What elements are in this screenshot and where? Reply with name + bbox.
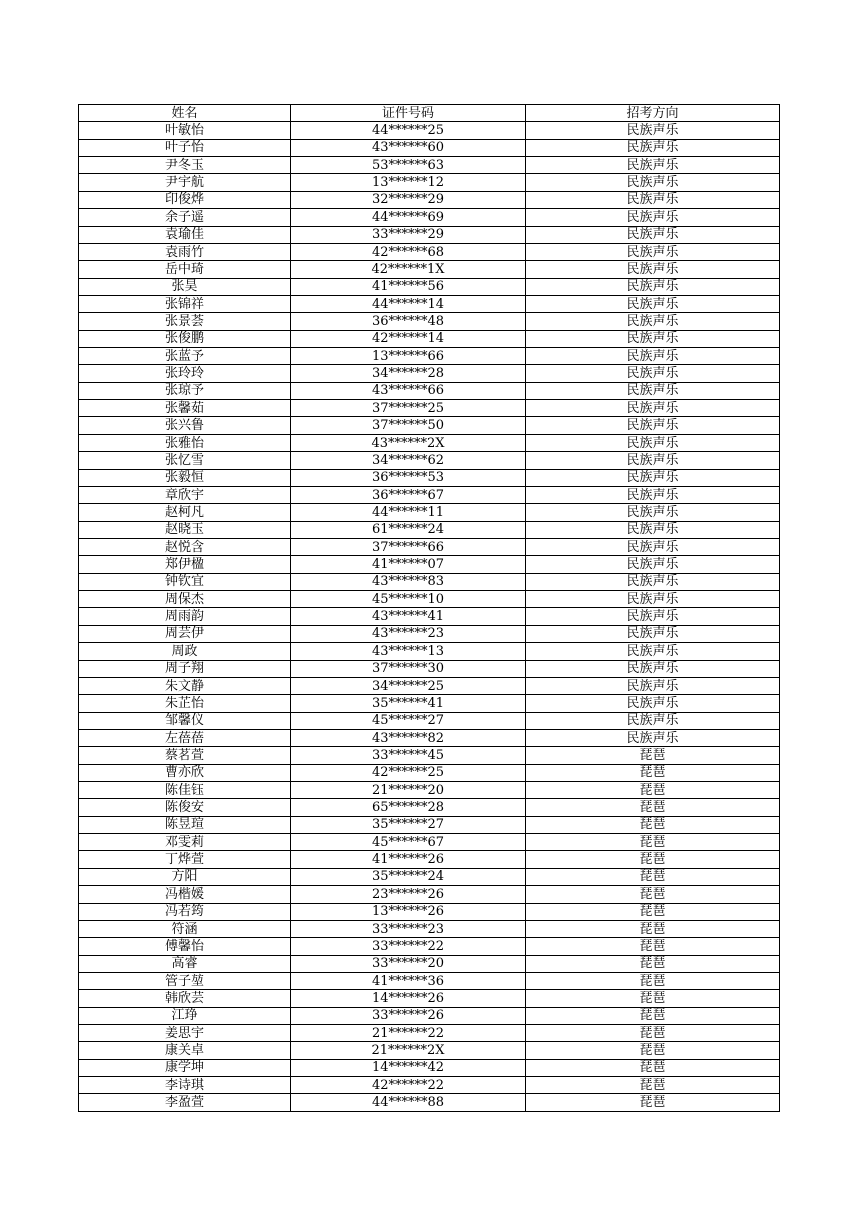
table-row — [79, 573, 780, 590]
cell-exam-direction: 民族声乐 — [526, 400, 780, 417]
table-row — [79, 643, 780, 660]
cell-id-number: 13******26 — [291, 903, 526, 920]
cell-name: 陈俊安 — [79, 799, 291, 816]
cell-name: 左蓓蓓 — [79, 729, 291, 746]
table-row — [79, 660, 780, 677]
cell-id-number: 41******36 — [291, 972, 526, 989]
cell-exam-direction: 琵琶 — [526, 1042, 780, 1059]
table-row — [79, 486, 780, 503]
cell-id-number: 33******23 — [291, 920, 526, 937]
cell-exam-direction: 民族声乐 — [526, 209, 780, 226]
cell-exam-direction: 琵琶 — [526, 886, 780, 903]
table-row — [79, 1042, 780, 1059]
cell-exam-direction: 民族声乐 — [526, 365, 780, 382]
cell-id-number: 33******29 — [291, 226, 526, 243]
cell-exam-direction: 琵琶 — [526, 851, 780, 868]
cell-exam-direction: 民族声乐 — [526, 608, 780, 625]
cell-id-number: 21******22 — [291, 1025, 526, 1042]
cell-name: 邹馨仪 — [79, 712, 291, 729]
cell-id-number: 41******07 — [291, 556, 526, 573]
cell-exam-direction: 琵琶 — [526, 972, 780, 989]
table-row — [79, 330, 780, 347]
cell-name: 朱芷怡 — [79, 695, 291, 712]
header-exam-direction: 招考方向 — [526, 105, 780, 122]
cell-id-number: 37******66 — [291, 538, 526, 555]
cell-id-number: 43******60 — [291, 139, 526, 156]
cell-id-number: 37******30 — [291, 660, 526, 677]
table-row — [79, 538, 780, 555]
cell-exam-direction: 民族声乐 — [526, 174, 780, 191]
table-row — [79, 677, 780, 694]
table-header-row — [79, 105, 780, 122]
cell-exam-direction: 民族声乐 — [526, 643, 780, 660]
cell-exam-direction: 民族声乐 — [526, 417, 780, 434]
cell-exam-direction: 民族声乐 — [526, 191, 780, 208]
cell-name: 张雅怡 — [79, 434, 291, 451]
cell-id-number: 34******62 — [291, 452, 526, 469]
cell-id-number: 34******25 — [291, 677, 526, 694]
cell-id-number: 41******56 — [291, 278, 526, 295]
cell-name: 陈昱瑄 — [79, 816, 291, 833]
cell-id-number: 43******23 — [291, 625, 526, 642]
cell-id-number: 44******11 — [291, 504, 526, 521]
table-row — [79, 920, 780, 937]
table-row — [79, 1007, 780, 1024]
cell-id-number: 42******14 — [291, 330, 526, 347]
cell-exam-direction: 琵琶 — [526, 1007, 780, 1024]
cell-id-number: 61******24 — [291, 521, 526, 538]
cell-id-number: 45******10 — [291, 591, 526, 608]
cell-exam-direction: 民族声乐 — [526, 591, 780, 608]
cell-id-number: 44******88 — [291, 1094, 526, 1111]
table-row — [79, 799, 780, 816]
cell-name: 周雨韵 — [79, 608, 291, 625]
cell-id-number: 21******20 — [291, 782, 526, 799]
cell-id-number: 36******53 — [291, 469, 526, 486]
table-row — [79, 452, 780, 469]
cell-name: 李盈萱 — [79, 1094, 291, 1111]
cell-id-number: 42******22 — [291, 1077, 526, 1094]
table-row — [79, 782, 780, 799]
table-row — [79, 747, 780, 764]
cell-name: 邓雯莉 — [79, 834, 291, 851]
cell-exam-direction: 民族声乐 — [526, 348, 780, 365]
cell-exam-direction: 民族声乐 — [526, 157, 780, 174]
cell-exam-direction: 琵琶 — [526, 903, 780, 920]
cell-exam-direction: 琵琶 — [526, 834, 780, 851]
table-row — [79, 955, 780, 972]
cell-id-number: 35******41 — [291, 695, 526, 712]
cell-id-number: 13******66 — [291, 348, 526, 365]
cell-exam-direction: 琵琶 — [526, 1025, 780, 1042]
cell-id-number: 14******26 — [291, 990, 526, 1007]
cell-exam-direction: 民族声乐 — [526, 677, 780, 694]
cell-id-number: 35******27 — [291, 816, 526, 833]
cell-name: 章欣宇 — [79, 486, 291, 503]
table-row — [79, 851, 780, 868]
table-row — [79, 243, 780, 260]
table-row — [79, 365, 780, 382]
table-row — [79, 504, 780, 521]
cell-exam-direction: 民族声乐 — [526, 660, 780, 677]
cell-name: 尹冬玉 — [79, 157, 291, 174]
cell-name: 康关卓 — [79, 1042, 291, 1059]
cell-name: 张忆雪 — [79, 452, 291, 469]
cell-name: 符涵 — [79, 920, 291, 937]
cell-exam-direction: 琵琶 — [526, 764, 780, 781]
roster-table — [78, 104, 780, 1112]
cell-id-number: 42******68 — [291, 243, 526, 260]
cell-exam-direction: 琵琶 — [526, 782, 780, 799]
cell-name: 江琤 — [79, 1007, 291, 1024]
header-id-number: 证件号码 — [291, 105, 526, 122]
table-row — [79, 417, 780, 434]
cell-exam-direction: 民族声乐 — [526, 625, 780, 642]
cell-exam-direction: 琵琶 — [526, 1077, 780, 1094]
cell-name: 张昊 — [79, 278, 291, 295]
cell-exam-direction: 民族声乐 — [526, 261, 780, 278]
cell-name: 钟钦宜 — [79, 573, 291, 590]
cell-name: 赵柯凡 — [79, 504, 291, 521]
cell-name: 周子翔 — [79, 660, 291, 677]
cell-id-number: 41******26 — [291, 851, 526, 868]
table-row — [79, 886, 780, 903]
cell-id-number: 34******28 — [291, 365, 526, 382]
cell-id-number: 32******29 — [291, 191, 526, 208]
cell-exam-direction: 琵琶 — [526, 747, 780, 764]
cell-id-number: 23******26 — [291, 886, 526, 903]
table-row — [79, 209, 780, 226]
cell-exam-direction: 民族声乐 — [526, 313, 780, 330]
table-row — [79, 313, 780, 330]
cell-name: 陈佳钰 — [79, 782, 291, 799]
cell-name: 郑伊楹 — [79, 556, 291, 573]
table-row — [79, 434, 780, 451]
cell-exam-direction: 民族声乐 — [526, 504, 780, 521]
table-row — [79, 608, 780, 625]
cell-name: 张琼予 — [79, 382, 291, 399]
cell-id-number: 43******13 — [291, 643, 526, 660]
cell-name: 印俊烨 — [79, 191, 291, 208]
cell-name: 袁瑜佳 — [79, 226, 291, 243]
cell-id-number: 36******67 — [291, 486, 526, 503]
cell-id-number: 33******20 — [291, 955, 526, 972]
cell-name: 赵悦含 — [79, 538, 291, 555]
cell-exam-direction: 琵琶 — [526, 1059, 780, 1076]
table-row — [79, 191, 780, 208]
cell-name: 丁烨萱 — [79, 851, 291, 868]
cell-exam-direction: 民族声乐 — [526, 295, 780, 312]
cell-id-number: 21******2X — [291, 1042, 526, 1059]
table-row — [79, 382, 780, 399]
table-row — [79, 295, 780, 312]
cell-id-number: 43******83 — [291, 573, 526, 590]
cell-name: 张玲玲 — [79, 365, 291, 382]
cell-exam-direction: 琵琶 — [526, 816, 780, 833]
cell-exam-direction: 民族声乐 — [526, 434, 780, 451]
header-name: 姓名 — [79, 105, 291, 122]
table-row — [79, 1077, 780, 1094]
cell-id-number: 44******14 — [291, 295, 526, 312]
table-row — [79, 695, 780, 712]
cell-name: 管子堃 — [79, 972, 291, 989]
cell-name: 高睿 — [79, 955, 291, 972]
cell-id-number: 44******69 — [291, 209, 526, 226]
table-row — [79, 521, 780, 538]
cell-name: 张毅恒 — [79, 469, 291, 486]
cell-name: 赵晓玉 — [79, 521, 291, 538]
cell-exam-direction: 民族声乐 — [526, 122, 780, 139]
cell-name: 冯若筠 — [79, 903, 291, 920]
cell-exam-direction: 民族声乐 — [526, 712, 780, 729]
table-row — [79, 591, 780, 608]
cell-exam-direction: 民族声乐 — [526, 452, 780, 469]
cell-exam-direction: 民族声乐 — [526, 556, 780, 573]
table-row — [79, 625, 780, 642]
cell-exam-direction: 琵琶 — [526, 955, 780, 972]
cell-id-number: 14******42 — [291, 1059, 526, 1076]
cell-exam-direction: 琵琶 — [526, 868, 780, 885]
cell-id-number: 33******22 — [291, 938, 526, 955]
cell-exam-direction: 民族声乐 — [526, 330, 780, 347]
cell-name: 蔡茗萱 — [79, 747, 291, 764]
table-row — [79, 122, 780, 139]
cell-id-number: 43******66 — [291, 382, 526, 399]
cell-exam-direction: 民族声乐 — [526, 139, 780, 156]
cell-id-number: 43******2X — [291, 434, 526, 451]
cell-id-number: 42******1X — [291, 261, 526, 278]
cell-name: 朱文静 — [79, 677, 291, 694]
table-row — [79, 400, 780, 417]
cell-exam-direction: 琵琶 — [526, 1094, 780, 1111]
cell-name: 傅馨怡 — [79, 938, 291, 955]
table-row — [79, 868, 780, 885]
table-row — [79, 1025, 780, 1042]
table-row — [79, 972, 780, 989]
table-row — [79, 469, 780, 486]
table-row — [79, 348, 780, 365]
cell-exam-direction: 民族声乐 — [526, 226, 780, 243]
table-row — [79, 1094, 780, 1111]
cell-id-number: 37******50 — [291, 417, 526, 434]
cell-id-number: 36******48 — [291, 313, 526, 330]
cell-exam-direction: 民族声乐 — [526, 729, 780, 746]
cell-id-number: 43******82 — [291, 729, 526, 746]
table-row — [79, 764, 780, 781]
table-row — [79, 261, 780, 278]
cell-name: 张俊鹏 — [79, 330, 291, 347]
table-row — [79, 834, 780, 851]
cell-exam-direction: 民族声乐 — [526, 695, 780, 712]
table-row — [79, 729, 780, 746]
cell-id-number: 44******25 — [291, 122, 526, 139]
cell-exam-direction: 琵琶 — [526, 990, 780, 1007]
cell-name: 姜思宇 — [79, 1025, 291, 1042]
table-row — [79, 139, 780, 156]
cell-id-number: 33******26 — [291, 1007, 526, 1024]
cell-name: 尹宇航 — [79, 174, 291, 191]
cell-name: 张馨茹 — [79, 400, 291, 417]
cell-name: 张锦祥 — [79, 295, 291, 312]
cell-name: 周保杰 — [79, 591, 291, 608]
cell-name: 张兴鲁 — [79, 417, 291, 434]
cell-name: 冯楷媛 — [79, 886, 291, 903]
cell-exam-direction: 琵琶 — [526, 938, 780, 955]
cell-id-number: 65******28 — [291, 799, 526, 816]
table-row — [79, 174, 780, 191]
cell-id-number: 42******25 — [291, 764, 526, 781]
cell-name: 方阳 — [79, 868, 291, 885]
cell-id-number: 53******63 — [291, 157, 526, 174]
table-row — [79, 712, 780, 729]
table-row — [79, 938, 780, 955]
cell-name: 曹亦欣 — [79, 764, 291, 781]
cell-id-number: 35******24 — [291, 868, 526, 885]
cell-name: 叶敏怡 — [79, 122, 291, 139]
table-row — [79, 990, 780, 1007]
table-row — [79, 556, 780, 573]
cell-exam-direction: 民族声乐 — [526, 521, 780, 538]
cell-name: 周政 — [79, 643, 291, 660]
cell-exam-direction: 民族声乐 — [526, 486, 780, 503]
cell-name: 韩欣芸 — [79, 990, 291, 1007]
table-row — [79, 816, 780, 833]
cell-id-number: 33******45 — [291, 747, 526, 764]
cell-exam-direction: 民族声乐 — [526, 382, 780, 399]
cell-name: 张景荟 — [79, 313, 291, 330]
cell-exam-direction: 琵琶 — [526, 799, 780, 816]
cell-name: 康学坤 — [79, 1059, 291, 1076]
table-row — [79, 1059, 780, 1076]
table-row — [79, 226, 780, 243]
cell-exam-direction: 民族声乐 — [526, 469, 780, 486]
cell-id-number: 43******41 — [291, 608, 526, 625]
cell-id-number: 13******12 — [291, 174, 526, 191]
cell-name: 李诗琪 — [79, 1077, 291, 1094]
table-row — [79, 278, 780, 295]
cell-exam-direction: 民族声乐 — [526, 278, 780, 295]
cell-exam-direction: 民族声乐 — [526, 243, 780, 260]
cell-name: 余子遥 — [79, 209, 291, 226]
cell-id-number: 45******67 — [291, 834, 526, 851]
cell-id-number: 37******25 — [291, 400, 526, 417]
cell-name: 叶子怡 — [79, 139, 291, 156]
cell-id-number: 45******27 — [291, 712, 526, 729]
cell-exam-direction: 琵琶 — [526, 920, 780, 937]
cell-name: 张蓝予 — [79, 348, 291, 365]
table-body — [79, 122, 780, 1111]
cell-name: 岳中琦 — [79, 261, 291, 278]
cell-name: 袁雨竹 — [79, 243, 291, 260]
cell-exam-direction: 民族声乐 — [526, 538, 780, 555]
table-row — [79, 903, 780, 920]
cell-name: 周芸伊 — [79, 625, 291, 642]
cell-exam-direction: 民族声乐 — [526, 573, 780, 590]
table-row — [79, 157, 780, 174]
